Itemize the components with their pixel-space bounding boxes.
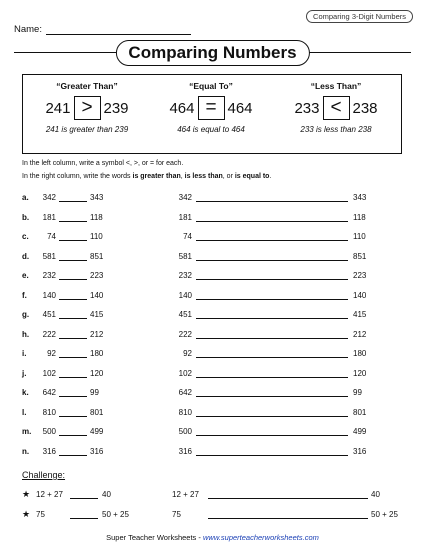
- left-number: 74: [183, 232, 192, 241]
- problem-letter: l.: [22, 407, 27, 417]
- left-number: 810: [42, 407, 56, 417]
- problem-letter: b.: [22, 212, 30, 222]
- symbol-answer-blank[interactable]: [59, 299, 87, 300]
- phrase-less-than: is less than: [184, 173, 223, 180]
- right-number: 343: [353, 193, 367, 202]
- right-number: 212: [353, 329, 367, 339]
- example-greater-than: [27, 81, 147, 134]
- symbol-answer-blank[interactable]: [59, 416, 87, 417]
- problem-letter: d.: [22, 251, 30, 261]
- right-number: 110: [90, 232, 103, 241]
- left-number: 451: [42, 310, 56, 319]
- challenge-row: [22, 510, 402, 524]
- example-right-number: 238: [352, 99, 378, 117]
- challenge-left-value: 12 + 27: [172, 490, 199, 499]
- left-number: 581: [42, 251, 56, 261]
- problem-row: [22, 193, 402, 213]
- right-number: 851: [353, 251, 367, 261]
- less-than-symbol: <: [323, 96, 350, 120]
- example-right-number: 464: [227, 99, 253, 117]
- problem-letter: h.: [22, 329, 30, 339]
- words-answer-blank[interactable]: [196, 357, 348, 358]
- phrase-equal-to: is equal to: [234, 173, 270, 180]
- problem-row: [22, 369, 402, 389]
- instruction-sep: , or: [222, 173, 235, 180]
- symbol-answer-blank[interactable]: [59, 221, 87, 222]
- instruction-end: .: [269, 173, 272, 180]
- left-number: 92: [183, 349, 192, 358]
- example-left-number: 241: [45, 99, 71, 117]
- problem-row: [22, 388, 402, 408]
- words-answer-blank[interactable]: [208, 498, 368, 499]
- left-number: 642: [178, 388, 192, 397]
- words-answer-blank[interactable]: [196, 435, 348, 436]
- right-number: 118: [90, 212, 103, 222]
- name-input-line[interactable]: [46, 25, 191, 35]
- right-number: 180: [353, 349, 367, 358]
- challenge-left-value: 75: [36, 510, 45, 519]
- right-number: 99: [353, 388, 362, 397]
- example-left-number: 464: [169, 99, 195, 117]
- words-answer-blank[interactable]: [196, 318, 348, 319]
- right-number: 120: [90, 368, 104, 378]
- words-answer-blank[interactable]: [196, 240, 348, 241]
- left-number: 102: [42, 368, 56, 378]
- example-caption: 464 is equal to 464: [177, 125, 245, 134]
- phrase-greater-than: is greater than: [132, 173, 181, 180]
- right-number: 223: [353, 271, 367, 280]
- example-title: “Less Than”: [310, 81, 362, 91]
- problem-row: [22, 291, 402, 311]
- symbol-answer-blank[interactable]: [59, 435, 87, 436]
- left-number: 642: [42, 388, 56, 397]
- left-number: 342: [178, 193, 192, 202]
- left-number: 232: [42, 271, 56, 280]
- words-answer-blank[interactable]: [196, 221, 348, 222]
- left-number: 140: [42, 290, 56, 300]
- topic-badge: Comparing 3-Digit Numbers: [306, 10, 413, 23]
- symbol-answer-blank[interactable]: [59, 455, 87, 456]
- challenge-row: [22, 490, 402, 504]
- right-number: 118: [353, 212, 366, 222]
- page-title: Comparing Numbers: [115, 40, 309, 66]
- problem-letter: i.: [22, 349, 27, 358]
- footer: [0, 533, 425, 542]
- example-equal-to: [151, 81, 271, 134]
- left-number: 316: [42, 446, 56, 456]
- right-number: 99: [90, 388, 99, 397]
- right-number: 180: [90, 349, 104, 358]
- right-number: 801: [90, 407, 104, 417]
- challenge-right-value: 40: [102, 490, 111, 499]
- problem-row: [22, 330, 402, 350]
- left-number: 232: [178, 271, 192, 280]
- problem-list: [22, 193, 402, 466]
- words-answer-blank[interactable]: [208, 518, 368, 519]
- right-number: 140: [90, 290, 104, 300]
- right-number: 212: [90, 329, 104, 339]
- left-number: 181: [178, 212, 192, 222]
- right-number: 415: [90, 310, 104, 319]
- right-number: 801: [353, 407, 367, 417]
- problem-row: [22, 427, 402, 447]
- right-number: 140: [353, 290, 367, 300]
- symbol-answer-blank[interactable]: [59, 318, 87, 319]
- left-number: 500: [42, 427, 56, 436]
- words-answer-blank[interactable]: [196, 377, 348, 378]
- problem-row: [22, 408, 402, 428]
- star-icon: ★: [22, 489, 31, 499]
- problem-row: [22, 349, 402, 369]
- challenge-right-value: 50 + 25: [371, 510, 398, 519]
- right-number: 223: [90, 271, 104, 280]
- equal-symbol: =: [198, 96, 225, 120]
- symbol-answer-blank[interactable]: [59, 357, 87, 358]
- challenge-left-value: 75: [172, 510, 181, 519]
- example-title: “Equal To”: [189, 81, 233, 91]
- problem-letter: n.: [22, 446, 30, 456]
- symbol-answer-blank[interactable]: [59, 201, 87, 202]
- problem-letter: m.: [22, 427, 32, 436]
- words-answer-blank[interactable]: [196, 455, 348, 456]
- challenge-right-value: 40: [371, 490, 380, 499]
- right-number: 316: [353, 446, 367, 456]
- right-number: 110: [353, 232, 366, 241]
- greater-than-symbol: >: [74, 96, 101, 120]
- words-answer-blank[interactable]: [196, 338, 348, 339]
- problem-letter: f.: [22, 290, 27, 300]
- problem-row: [22, 213, 402, 233]
- symbol-answer-blank[interactable]: [59, 377, 87, 378]
- left-number: 451: [178, 310, 192, 319]
- left-number: 74: [47, 232, 56, 241]
- left-number: 92: [47, 349, 56, 358]
- left-number: 222: [178, 329, 192, 339]
- example-left-number: 233: [294, 99, 320, 117]
- left-number: 140: [178, 290, 192, 300]
- right-number: 499: [353, 427, 367, 436]
- left-number: 102: [178, 368, 192, 378]
- challenge-label: Challenge:: [22, 470, 66, 480]
- right-number: 343: [90, 193, 104, 202]
- problem-row: [22, 310, 402, 330]
- example-right-number: 239: [103, 99, 129, 117]
- words-answer-blank[interactable]: [196, 416, 348, 417]
- instruction-sep: ,: [180, 173, 185, 180]
- problem-row: [22, 447, 402, 467]
- problem-letter: g.: [22, 310, 30, 319]
- problem-letter: j.: [22, 368, 27, 378]
- symbol-answer-blank[interactable]: [70, 498, 98, 499]
- star-icon: ★: [22, 509, 31, 519]
- words-answer-blank[interactable]: [196, 299, 348, 300]
- words-answer-blank[interactable]: [196, 279, 348, 280]
- example-caption: 233 is less than 238: [300, 125, 372, 134]
- symbol-answer-blank[interactable]: [59, 396, 87, 397]
- left-number: 500: [178, 427, 192, 436]
- words-answer-blank[interactable]: [196, 201, 348, 202]
- challenge-right-value: 50 + 25: [102, 510, 129, 519]
- problem-letter: k.: [22, 388, 29, 397]
- symbol-answer-blank[interactable]: [59, 338, 87, 339]
- problem-row: [22, 252, 402, 272]
- problem-letter: a.: [22, 193, 29, 202]
- left-number: 810: [178, 407, 192, 417]
- left-number: 316: [178, 446, 192, 456]
- words-answer-blank[interactable]: [196, 396, 348, 397]
- right-number: 316: [90, 446, 104, 456]
- symbol-answer-blank[interactable]: [59, 260, 87, 261]
- right-number: 120: [353, 368, 367, 378]
- example-title: “Greater Than”: [56, 81, 118, 91]
- problem-letter: e.: [22, 271, 29, 280]
- instruction-text: In the right column, write the words: [22, 173, 133, 180]
- words-answer-blank[interactable]: [196, 260, 348, 261]
- name-label: Name:: [14, 24, 42, 35]
- instruction-line-1: In the left column, write a symbol <, >, or = for each.: [22, 160, 184, 167]
- name-row: [14, 24, 191, 35]
- problem-row: [22, 232, 402, 252]
- instruction-line-2: [22, 173, 271, 180]
- right-number: 499: [90, 427, 104, 436]
- left-number: 342: [42, 193, 56, 202]
- left-number: 181: [42, 212, 56, 222]
- right-number: 415: [353, 310, 367, 319]
- symbol-answer-blank[interactable]: [59, 279, 87, 280]
- symbol-answer-blank[interactable]: [70, 518, 98, 519]
- example-caption: 241 is greater than 239: [45, 125, 129, 134]
- examples-box: [22, 74, 402, 154]
- example-less-than: [276, 81, 396, 134]
- problem-row: [22, 271, 402, 291]
- symbol-answer-blank[interactable]: [59, 240, 87, 241]
- left-number: 581: [178, 251, 192, 261]
- footer-link[interactable]: www.superteacherworksheets.com: [202, 533, 319, 542]
- footer-text: Super Teacher Worksheets -: [106, 533, 203, 542]
- left-number: 222: [42, 329, 56, 339]
- right-number: 851: [90, 251, 104, 261]
- challenge-left-value: 12 + 27: [36, 490, 63, 499]
- problem-letter: c.: [22, 232, 29, 241]
